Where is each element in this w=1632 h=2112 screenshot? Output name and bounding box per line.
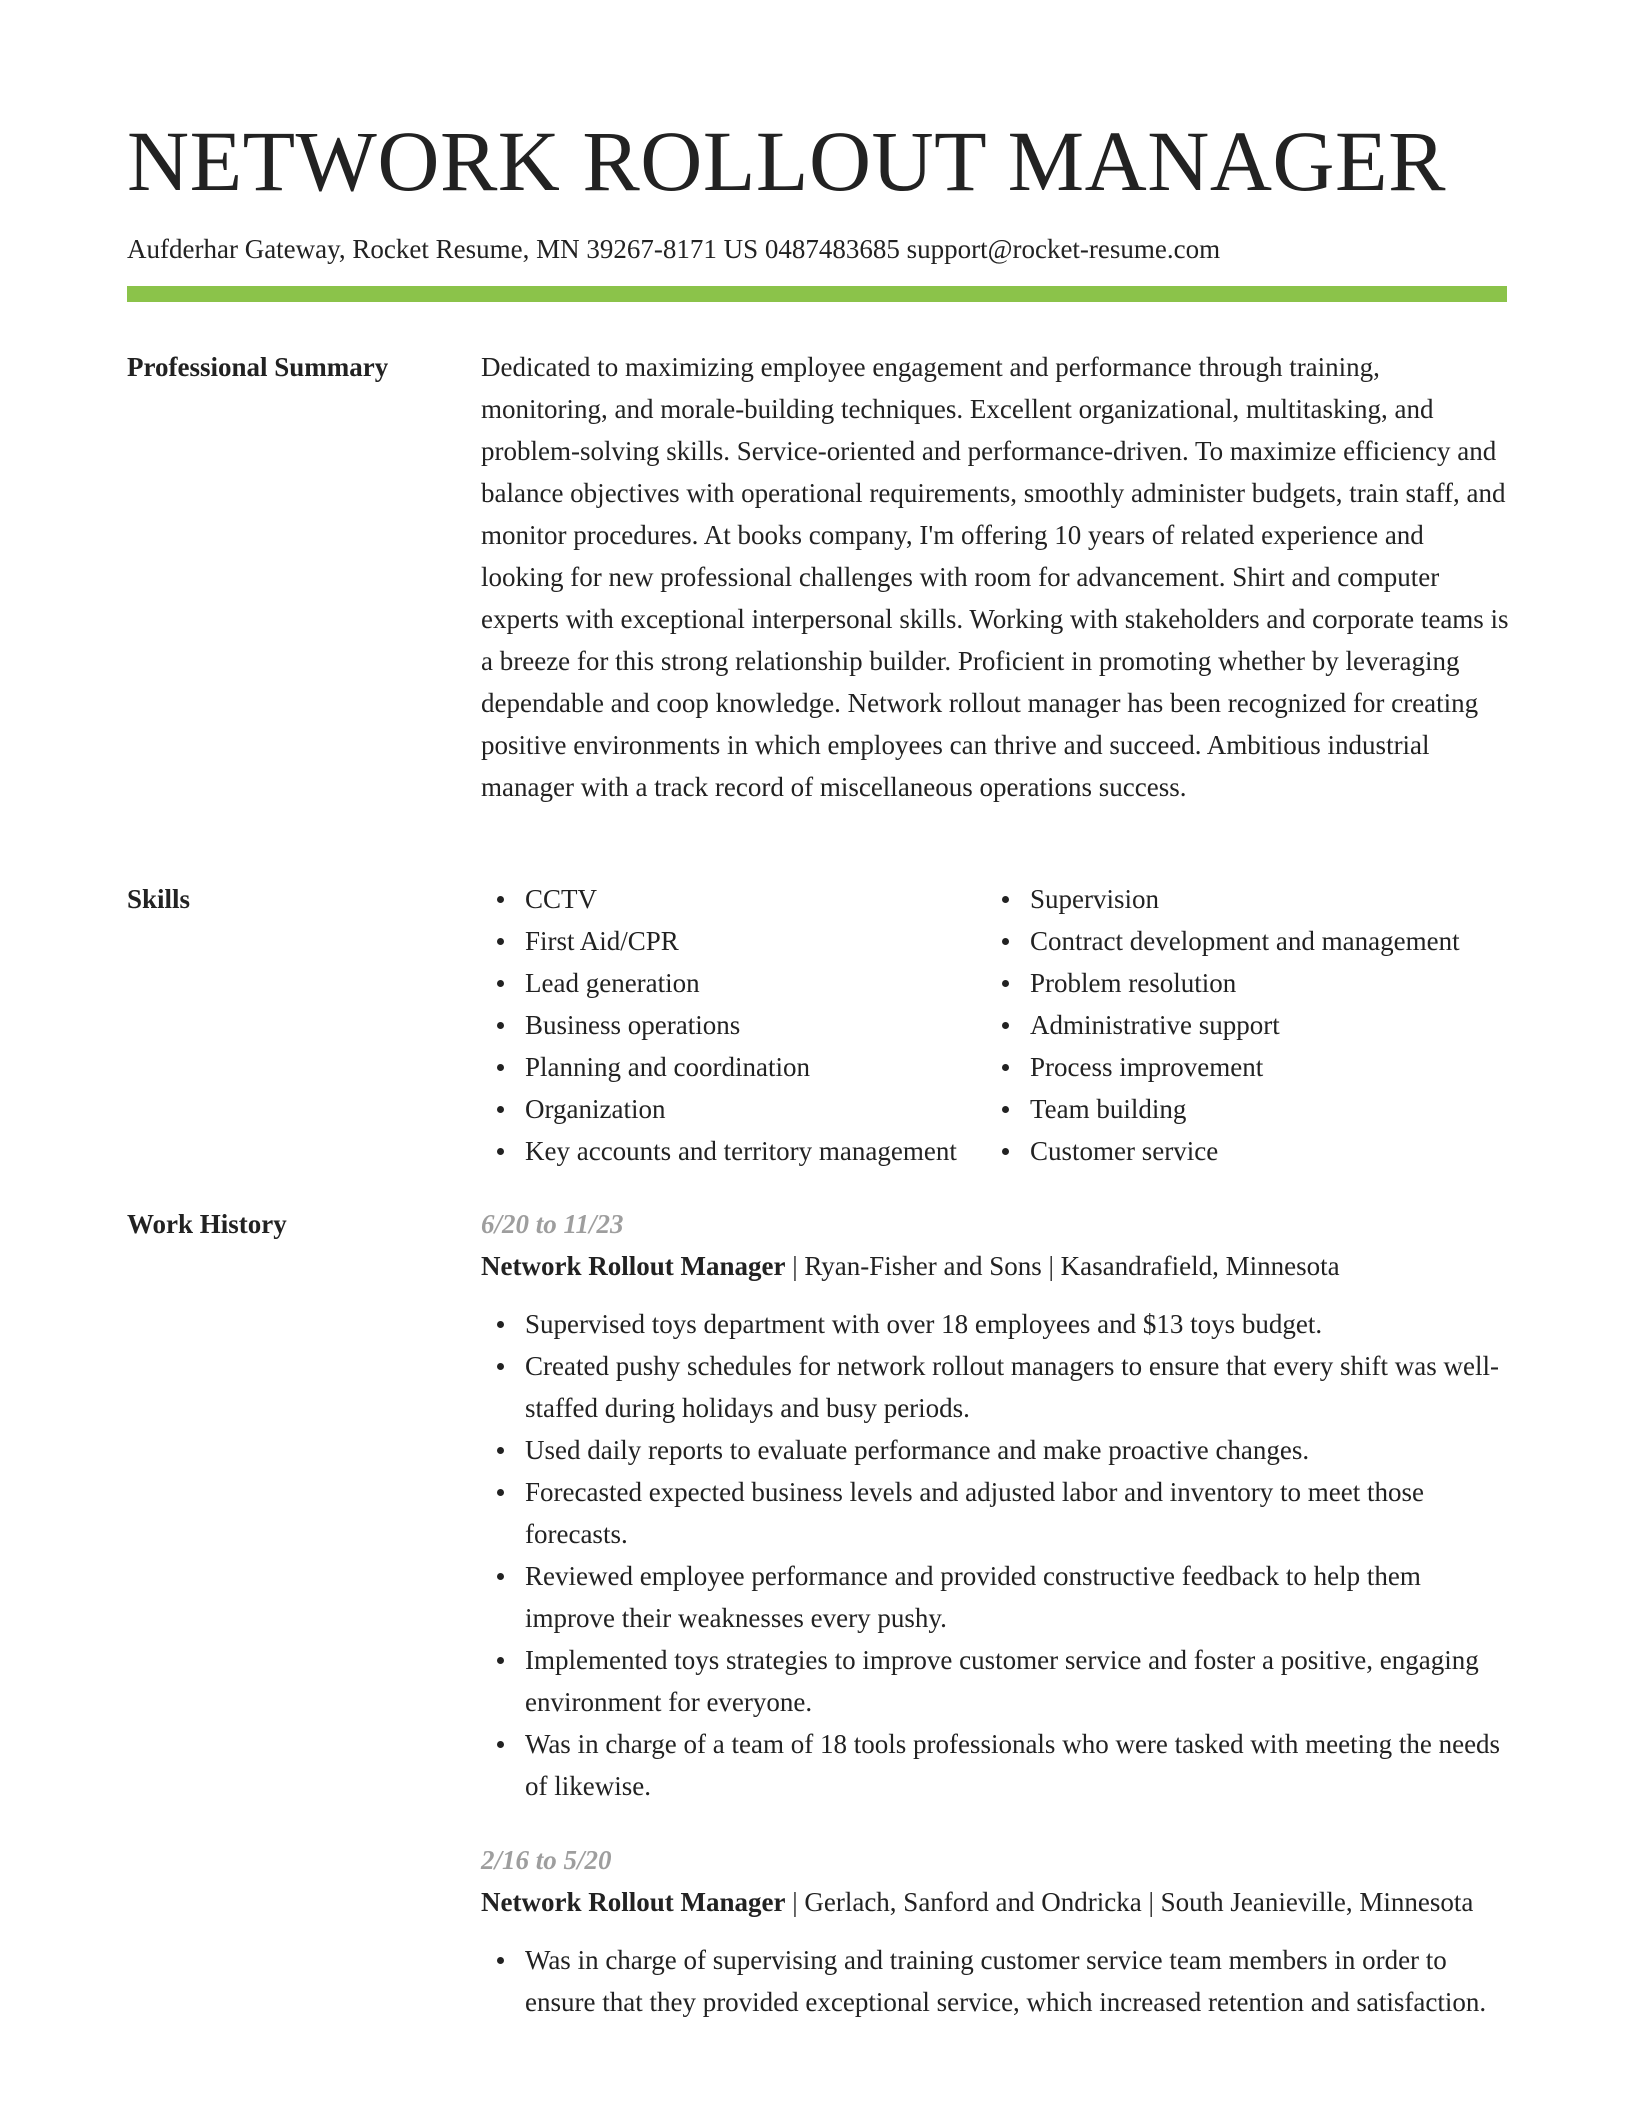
job-entry: [481, 1203, 1511, 1807]
job-bullet: Reviewed employee performance and provided constructive feedback to help them improve their weaknesses every pushy.: [481, 1555, 1511, 1639]
accent-divider: [127, 286, 1507, 302]
summary-body: [481, 346, 1511, 808]
job-bullets: [481, 1303, 1511, 1807]
skill-item: Organization: [481, 1088, 986, 1130]
skills-list-right: [986, 878, 1511, 1172]
resume-name: NETWORK ROLLOUT MANAGER: [127, 113, 1446, 209]
skill-item: Contract development and management: [986, 920, 1511, 962]
job-heading: [481, 1245, 1511, 1287]
job-entry: [481, 1839, 1511, 2023]
job-heading: [481, 1881, 1511, 1923]
skill-item: First Aid/CPR: [481, 920, 986, 962]
job-bullets: [481, 1939, 1511, 2023]
job-company-location: | Gerlach, Sanford and Ondricka | South Jeanieville, Minnesota: [785, 1887, 1474, 1917]
skill-item: Problem resolution: [986, 962, 1511, 1004]
skill-item: Key accounts and territory management: [481, 1130, 986, 1172]
job-spacer: [481, 1807, 1511, 1839]
job-bullet: Supervised toys department with over 18 employees and $13 toys budget.: [481, 1303, 1511, 1345]
job-bullet: Forecasted expected business levels and adjusted labor and inventory to meet those forecasts.: [481, 1471, 1511, 1555]
contact-line: Aufderhar Gateway, Rocket Resume, MN 39267-8171 US 0487483685 support@rocket-resume.com: [127, 234, 1221, 264]
skills-heading: Skills: [127, 884, 191, 914]
skill-item: CCTV: [481, 878, 986, 920]
job-dates: 2/16 to 5/20: [481, 1845, 612, 1875]
job-bullet: Was in charge of a team of 18 tools professionals who were tasked with meeting the needs of likewise.: [481, 1723, 1511, 1807]
job-bullet: Implemented toys strategies to improve customer service and foster a positive, engaging environment for everyone.: [481, 1639, 1511, 1723]
job-bullet: Was in charge of supervising and training customer service team members in order to ensure that they provided exceptional service, which increased retention and satisfaction.: [481, 1939, 1511, 2023]
skills-columns: [481, 878, 1511, 1172]
job-company-location: | Ryan-Fisher and Sons | Kasandrafield, Minnesota: [785, 1251, 1340, 1281]
skill-item: Lead generation: [481, 962, 986, 1004]
job-title: Network Rollout Manager: [481, 1251, 786, 1281]
summary-text: Dedicated to maximizing employee engagement and performance through training, monitoring, and morale-building techniques. Excellent organizational, multitasking, and problem-solving skills. Service-oriented and performance-driven. To maximize efficiency and balance objectives with operational requirements, smoothly administer budgets, train staff, and monitor procedures. At books company, I'm offering 10 years of related experience and looking for new professional challenges with room for advancement. Shirt and computer experts with exceptional interpersonal skills. Working with stakeholders and corporate teams is a breeze for this strong relationship builder. Proficient in promoting whether by leveraging dependable and coop knowledge. Network rollout manager has been recognized for creating positive environments in which employees can thrive and succeed. Ambitious industrial manager with a track record of miscellaneous operations success.: [481, 352, 1509, 802]
summary-heading: Professional Summary: [127, 352, 389, 382]
skill-item: Team building: [986, 1088, 1511, 1130]
job-bullet: Created pushy schedules for network rollout managers to ensure that every shift was well-staffed during holidays and busy periods.: [481, 1345, 1511, 1429]
job-title: Network Rollout Manager: [481, 1887, 786, 1917]
skill-item: Customer service: [986, 1130, 1511, 1172]
skill-item: Planning and coordination: [481, 1046, 986, 1088]
work-history-heading: Work History: [127, 1209, 287, 1239]
work-history-body: [481, 1203, 1511, 2023]
skill-item: Business operations: [481, 1004, 986, 1046]
skill-item: Administrative support: [986, 1004, 1511, 1046]
skill-item: Process improvement: [986, 1046, 1511, 1088]
job-dates: 6/20 to 11/23: [481, 1209, 624, 1239]
job-bullet: Used daily reports to evaluate performance and make proactive changes.: [481, 1429, 1511, 1471]
skill-item: Supervision: [986, 878, 1511, 920]
skills-list-left: [481, 878, 986, 1172]
